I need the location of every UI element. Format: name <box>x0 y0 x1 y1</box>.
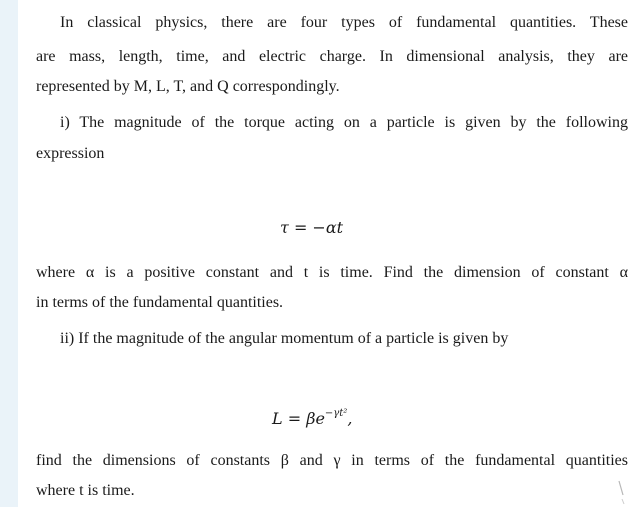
angular-momentum-equation-end: , <box>347 409 353 428</box>
part-1-intro-line-2: expression <box>36 145 105 162</box>
paragraph-1-line-3: represented by M, L, T, and Q correspondingly. <box>36 78 340 95</box>
scroll-indicator-icon <box>616 477 626 505</box>
part-1-where-line-1: where α is a positive constant and t is time. Find the dimension of constant α <box>36 264 628 281</box>
paragraph-1-line-1: In classical physics, there are four types of fundamental quantities. These <box>60 14 628 31</box>
part-2-where-line: where t is time. <box>36 482 135 499</box>
part-1-intro-line-1: i) The magnitude of the torque acting on a particle is given by the following <box>60 114 628 131</box>
part-1-where-line-2: in terms of the fundamental quantities. <box>36 294 284 311</box>
angular-momentum-equation <box>272 404 352 429</box>
document-page <box>18 0 630 507</box>
torque-equation: τ = −αt <box>280 218 344 237</box>
part-2-intro-line: ii) If the magnitude of the angular momentum of a particle is given by <box>60 330 509 347</box>
part-2-find-line: find the dimensions of constants β and γ in terms of the fundamental quantities <box>36 452 628 469</box>
angular-momentum-equation-exponent: −γt² <box>324 408 348 419</box>
paragraph-1-line-2: are mass, length, time, and electric charge. In dimensional analysis, they are <box>36 48 628 65</box>
angular-momentum-equation-base: L = βe <box>272 409 325 428</box>
